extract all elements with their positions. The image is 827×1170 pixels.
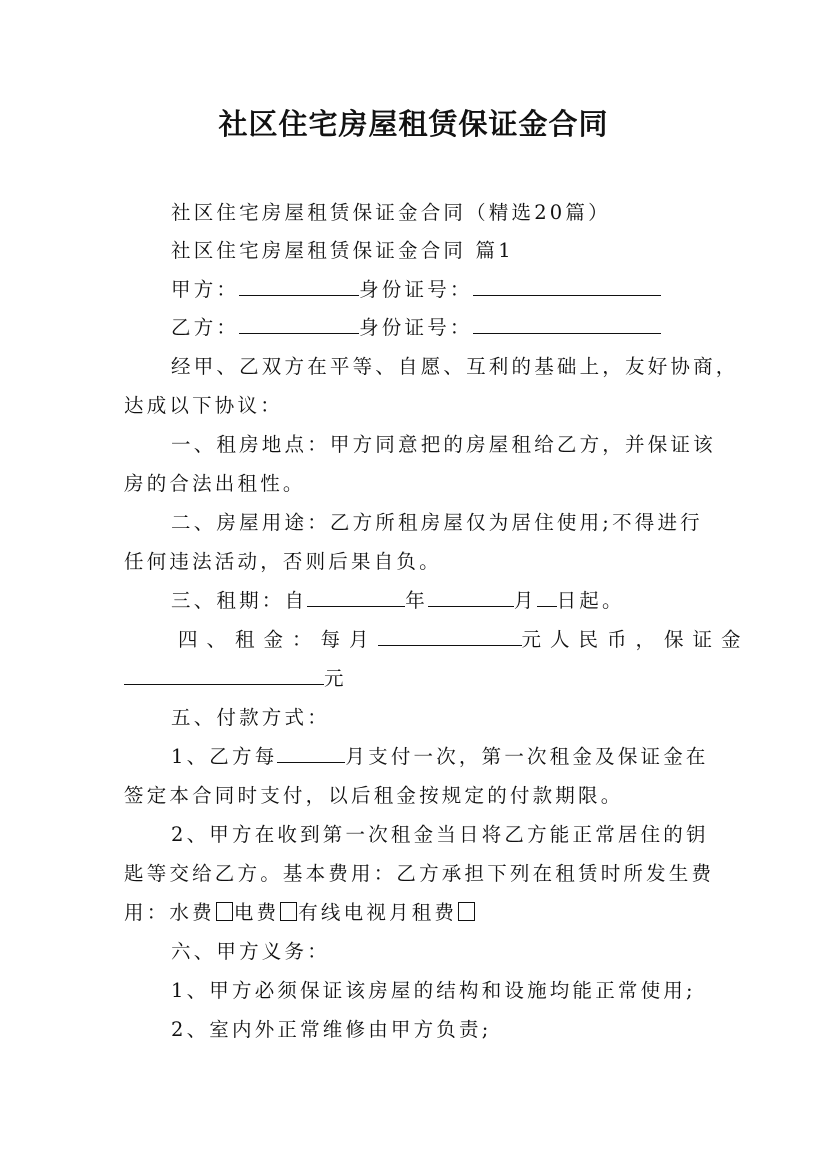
document-title: 社区住宅房屋租赁保证金合同 [218,107,609,141]
clause4-deposit-blank [124,666,324,685]
clause2-line-2 [124,549,704,575]
clause2-line-1 [124,510,704,536]
party-b-id-label: 身份证号： [359,316,473,339]
clause4-deposit-unit: 元 [324,667,347,690]
clause4-line-1 [124,627,750,653]
clause1-text-2: 房的合法出租性。 [124,472,306,495]
clause6-1-text: 1、甲方必须保证该房屋的结构和设施均能正常使用; [171,979,696,1002]
electric-fee-label: 电费 [233,901,280,924]
clause5-1-text: 月支付一次，第一次租金及保证金在 [345,745,709,768]
clause5-2-line-2 [124,861,715,887]
clause3-month-unit: 月 [513,589,537,612]
clause3-month-blank [428,588,514,607]
clause6-2-text: 2、室内外正常维修由甲方负责; [171,1018,492,1041]
fee-label: 用：水费 [124,901,215,924]
clause4-rent-blank [378,627,522,646]
clause3-year-unit: 年 [405,589,428,612]
party-a-id-label: 身份证号： [359,278,473,301]
clause6-1-line [124,978,704,1004]
subtitle-line [124,200,704,226]
clause3-line [124,588,704,614]
party-b-id-blank [473,315,661,334]
clause3-label: 三、租期：自 [171,589,308,612]
party-b-name-blank [239,315,359,334]
clause5-1-line-2 [124,783,704,809]
clause2-text-1: 二、房屋用途：乙方所租房屋仅为居住使用;不得进行 [171,511,703,534]
clause4-label: 四、租金：每月 [178,628,378,651]
clause5-heading [124,705,704,731]
water-fee-checkbox[interactable] [216,902,233,921]
clause1-line-2 [124,471,704,497]
clause5-2-text-2: 匙等交给乙方。基本费用：乙方承担下列在租赁时所发生费 [124,862,715,885]
clause1-line-1 [124,432,716,458]
clause6-heading-text: 六、甲方义务： [171,940,330,963]
clause4-deposit-label: 元人民币，保证金 [521,628,750,651]
subtitle-text: 社区住宅房屋租赁保证金合同（精选20篇） [171,201,611,224]
clause3-year-blank [307,588,405,607]
clause5-1-text-2: 签定本合同时支付，以后租金按规定的付款期限。 [124,784,624,807]
clause6-heading [124,939,704,965]
party-a-name-blank [239,277,359,296]
party-a-label: 甲方： [171,278,240,301]
electric-fee-checkbox[interactable] [280,902,297,921]
clause6-2-line [124,1017,704,1043]
section-heading [124,238,704,264]
clause5-1-month-blank [277,744,345,763]
intro-line-1 [124,354,739,380]
clause4-line-2 [124,666,704,692]
clause3-day-unit: 日起。 [556,589,625,612]
section-heading-text: 社区住宅房屋租赁保证金合同 篇1 [171,239,514,262]
clause5-2-text-1: 2、甲方在收到第一次租金当日将乙方能正常居住的钥 [171,823,709,846]
clause1-text-1: 一、租房地点：甲方同意把的房屋租给乙方，并保证该 [171,433,716,456]
party-b-line [124,315,704,341]
clause5-2-line-1 [124,822,709,848]
cable-fee-checkbox[interactable] [458,902,475,921]
intro-text-2: 达成以下协议： [124,394,283,417]
intro-line-2 [124,393,704,419]
party-a-line [124,277,704,303]
clause5-heading-text: 五、付款方式： [171,706,330,729]
clause5-2-line-3 [124,900,704,926]
clause3-day-blank [537,588,557,607]
clause2-text-2: 任何违法活动，否则后果自负。 [124,550,442,573]
party-b-label: 乙方： [171,316,240,339]
clause5-1-line-1 [124,744,709,770]
clause5-1-label: 1、乙方每 [171,745,278,768]
cable-fee-label: 有线电视月租费 [298,901,458,924]
intro-text-1: 经甲、乙双方在平等、自愿、互利的基础上，友好协商， [171,355,739,378]
party-a-id-blank [473,277,661,296]
